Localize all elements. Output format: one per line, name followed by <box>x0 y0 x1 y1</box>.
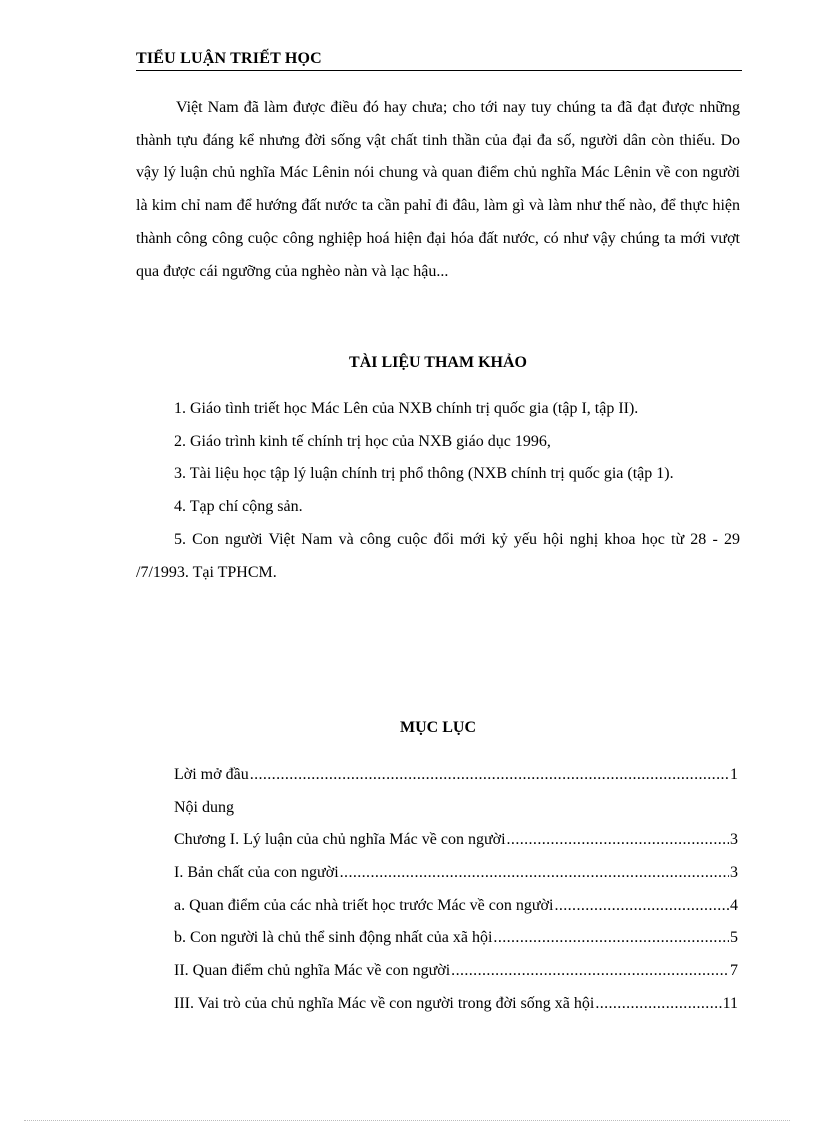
page-footer-divider <box>24 1120 790 1121</box>
toc-leader-dots <box>340 857 729 890</box>
toc-leader-dots <box>451 955 729 988</box>
toc-entry-label: I. Bản chất của con người <box>174 864 339 882</box>
toc-entry-label: a. Quan điểm của các nhà triết học trước Mác về con người <box>174 896 554 914</box>
toc-leader-dots <box>507 824 729 857</box>
intro-paragraph: Việt Nam đã làm được điều đó hay chưa; cho tới nay tuy chúng ta đã đạt được những thành tựu đáng kể nhưng đời sống vật chất tinh thần của đại đa số, người dân còn thiếu. Do vậy lý luận chủ nghĩa Mác Lênin nói chung và quan điểm chủ nghĩa Mác Lênin về con người là kim chỉ nam để hướng đất nước ta cần pahỉ đi đâu, làm gì và làm như thế nào, để thực hiện thành công công cuộc công nghiệp hoá hiện đại hóa đất nước, có như vậy chúng ta mới vượt qua được cái ngưỡng của nghèo nàn và lạc hậu... <box>136 99 740 280</box>
toc-entry-section-i <box>174 857 738 890</box>
reference-item: 5. Con người Việt Nam và công cuộc đổi mới kỷ yếu hội nghị khoa học từ 28 - 29 /7/1993. Tại TPHCM. <box>136 530 740 581</box>
toc-entry-page: 11 <box>722 994 738 1012</box>
toc-leader-dots <box>595 988 721 1021</box>
reference-item: 1. Giáo tình triết học Mác Lên của NXB chính trị quốc gia (tập I, tập II). <box>174 400 639 417</box>
toc-entry-page: 4 <box>730 896 738 914</box>
toc-entry-content <box>174 792 738 825</box>
toc-entry-chapter-1 <box>174 824 738 857</box>
toc-entry-page: 3 <box>730 864 738 882</box>
references-title: TÀI LIỆU THAM KHẢO <box>349 354 527 371</box>
toc-title: MỤC LỤC <box>400 719 476 736</box>
toc-entry-label: III. Vai trò của chủ nghĩa Mác về con người trong đời sống xã hội <box>174 994 595 1012</box>
toc-entry-intro <box>174 759 738 792</box>
toc-entry-label: II. Quan điểm chủ nghĩa Mác về con người <box>174 962 451 980</box>
toc-entry-section-ii <box>174 955 738 988</box>
references-list <box>136 393 740 589</box>
toc-entry-section-a <box>174 890 738 923</box>
toc-leader-dots <box>493 922 729 955</box>
table-of-contents <box>174 759 738 1021</box>
toc-entry-label: Lời mở đầu <box>174 766 249 783</box>
page-header <box>136 50 742 71</box>
toc-leader-dots <box>250 759 729 792</box>
toc-entry-label: Chương I. Lý luận của chủ nghĩa Mác về con người <box>174 831 506 849</box>
reference-item: 3. Tài liệu học tập lý luận chính trị phổ thông (NXB chính trị quốc gia (tập 1). <box>174 465 674 483</box>
toc-entry-section-b <box>174 922 738 955</box>
toc-entry-label: b. Con người là chủ thể sinh động nhất của xã hội <box>174 929 493 947</box>
toc-entry-label: Nội dung <box>174 798 234 816</box>
toc-leader-dots <box>554 890 729 923</box>
toc-entry-section-iii <box>174 988 738 1021</box>
header-title: TIỂU LUẬN TRIẾT HỌC <box>136 50 322 67</box>
toc-entry-page: 1 <box>730 766 738 783</box>
reference-item: 2. Giáo trình kinh tế chính trị học của NXB giáo dục 1996, <box>174 432 551 450</box>
toc-entry-page: 7 <box>730 962 738 980</box>
toc-entry-page: 5 <box>730 929 738 947</box>
toc-entry-page: 3 <box>730 831 738 849</box>
reference-item: 4. Tạp chí cộng sản. <box>174 498 303 516</box>
